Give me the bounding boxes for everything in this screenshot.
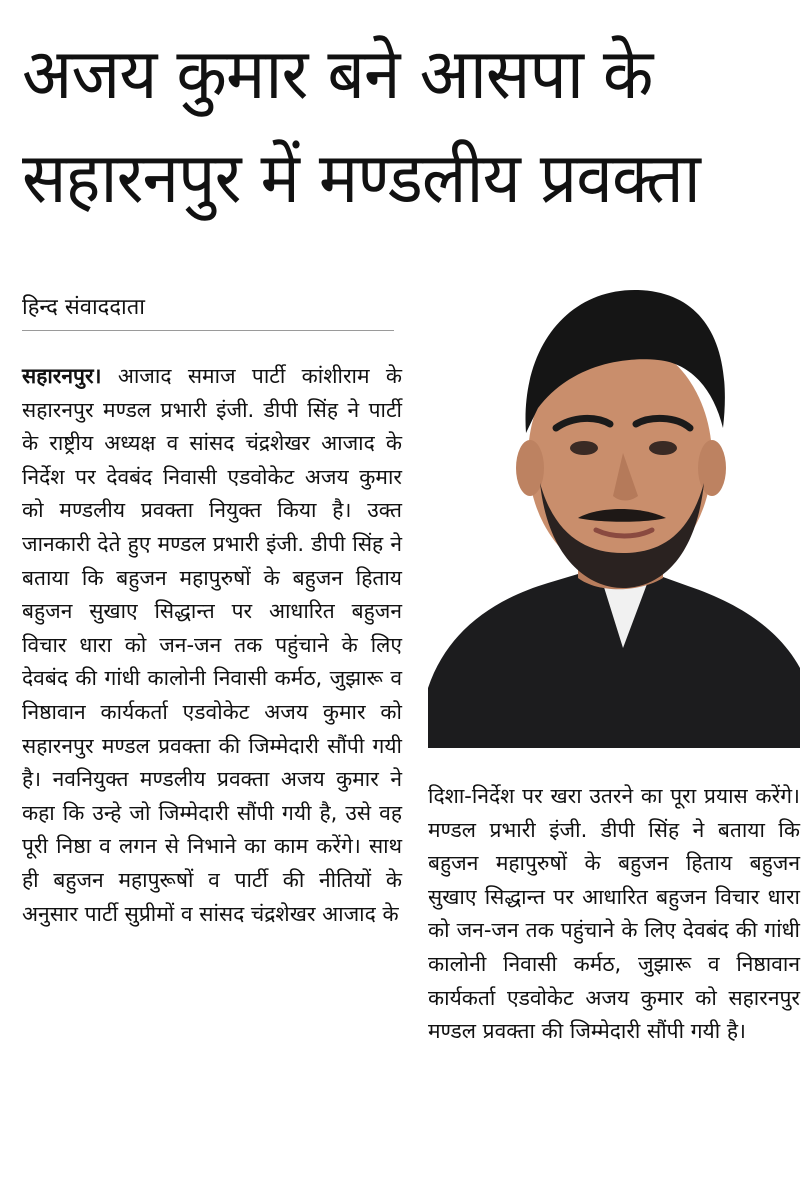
portrait-photo — [428, 268, 800, 748]
headline-line-2: सहारनपुर में मण्डलीय प्रवक्ता — [22, 137, 700, 219]
left-eye-shape — [570, 441, 598, 455]
right-eye-shape — [649, 441, 677, 455]
article-text-part-1: आजाद समाज पार्टी कांशीराम के सहारनपुर मण्डल प्रभारी इंजी. डीपी सिंह ने पार्टी के राष्ट्रीय अध्यक्ष व सांसद चंद्रशेखर आजाद के निर्देश पर देवबंद निवासी एडवोकेट अजय कुमार को मण्डलीय प्रवक्ता नियुक्त किया है। उक्त जानकारी देते हुए मण्डल प्रभारी इंजी. डीपी सिंह ने बताया कि बहुजन महापुरुषों के बहुजन हिताय बहुजन सुखाए सिद्धान्त पर आधारित बहुजन विचार धारा को जन-जन तक पहुंचाने के लिए देवबंद की गांधी कालोनी निवासी कर्मठ, जुझारू व निष्ठावान कार्यकर्ता एडवोकेट अजय कुमार को सहारनपुर मण्डल प्रवक्ता की जिम्मेदारी सौंपी गयी है। नवनियुक्त मण्डलीय प्रवक्ता अजय कुमार ने कहा कि उन्हे जो जिम्मेदारी सौंपी गयी है, उसे वह पूरी निष्ठा व लगन से निभाने का काम करेंगे। साथ ही बहुजन महापुरूषों व पार्टी की नीतियों के अनुसार पार्टी सुप्रीमों व सांसद चंद्रशेखर आजाद के — [22, 364, 402, 926]
right-ear-shape — [698, 440, 726, 496]
dateline: सहारनपुर। — [22, 364, 102, 388]
portrait-illustration — [428, 268, 800, 748]
article-column-1 — [22, 360, 402, 931]
byline: हिन्द संवाददाता — [22, 290, 394, 331]
left-ear-shape — [516, 440, 544, 496]
headline-line-1: अजय कुमार बने आसपा के — [22, 33, 653, 115]
article-column-2: दिशा-निर्देश पर खरा उतरने का पूरा प्रयास करेंगे। मण्डल प्रभारी इंजी. डीपी सिंह ने बताया कि बहुजन महापुरुषों के बहुजन हिताय बहुजन सुखाए सिद्धान्त पर आधारित बहुजन विचार धारा को जन-जन तक पहुंचाने के लिए देवबंद की गांधी कालोनी निवासी कर्मठ, जुझारू व निष्ठावान कार्यकर्ता एडवोकेट अजय कुमार को सहारनपुर मण्डल प्रवक्ता की जिम्मेदारी सौंपी गयी है। — [428, 784, 800, 1044]
headline — [22, 22, 751, 230]
